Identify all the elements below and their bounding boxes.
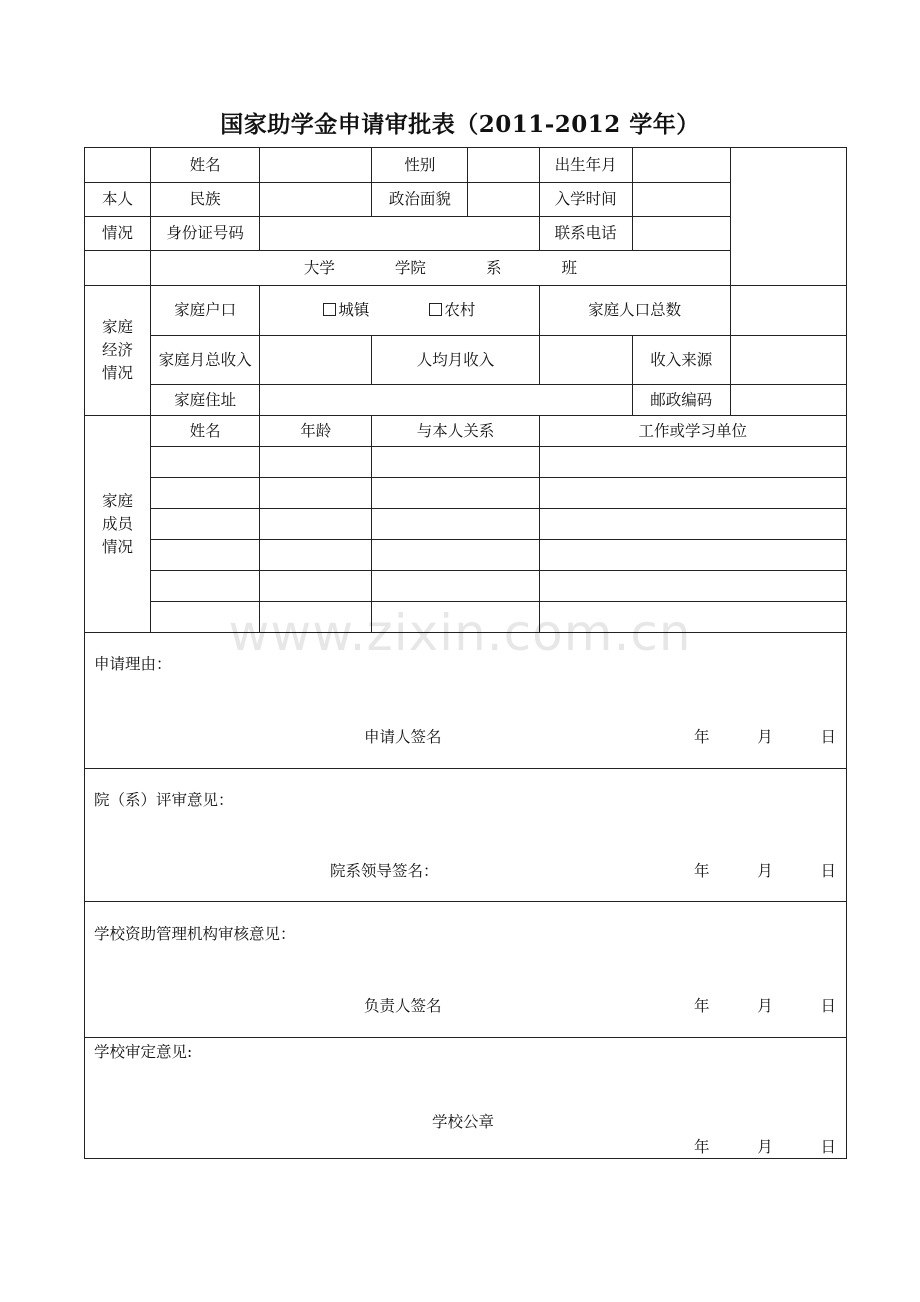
school-decision-date: 年 月 日 xyxy=(694,1138,836,1156)
member-age-header: 年龄 xyxy=(260,416,372,447)
member-workplace-cell[interactable] xyxy=(539,602,846,633)
address-field[interactable] xyxy=(260,385,632,416)
table-row xyxy=(85,509,847,540)
enrollment-label: 入学时间 xyxy=(539,183,632,217)
application-reason-title: 申请理由： xyxy=(94,655,172,673)
political-status-label: 政治面貌 xyxy=(372,183,468,217)
site-watermark: www.zixin.com.cn xyxy=(228,604,692,662)
monthly-income-field[interactable] xyxy=(260,336,372,385)
phone-field[interactable] xyxy=(632,217,730,251)
member-name-cell[interactable] xyxy=(151,540,260,571)
school-aid-review-block[interactable] xyxy=(85,902,847,1038)
member-relation-cell[interactable] xyxy=(372,571,539,602)
school-seal-label: 学校公章 xyxy=(432,1113,495,1131)
table-row xyxy=(85,540,847,571)
checkbox-icon xyxy=(323,303,336,316)
family-population-field[interactable] xyxy=(730,286,846,336)
address-label: 家庭住址 xyxy=(151,385,260,416)
section-label-personal-1: 本人 xyxy=(85,183,151,217)
member-age-cell[interactable] xyxy=(260,509,372,540)
member-workplace-cell[interactable] xyxy=(539,540,846,571)
member-workplace-cell[interactable] xyxy=(539,447,846,478)
name-label: 姓名 xyxy=(151,148,260,183)
member-name-header: 姓名 xyxy=(151,416,260,447)
member-relation-cell[interactable] xyxy=(372,540,539,571)
college-review-block[interactable] xyxy=(85,769,847,902)
postcode-label: 邮政编码 xyxy=(632,385,730,416)
gender-label: 性别 xyxy=(372,148,468,183)
birth-field[interactable] xyxy=(632,148,730,183)
empty-cell xyxy=(85,148,151,183)
member-workplace-cell[interactable] xyxy=(539,509,846,540)
income-source-field[interactable] xyxy=(730,336,846,385)
phone-label: 联系电话 xyxy=(539,217,632,251)
member-age-cell[interactable] xyxy=(260,540,372,571)
member-name-cell[interactable] xyxy=(151,447,260,478)
monthly-income-label: 家庭月总收入 xyxy=(151,336,260,385)
member-workplace-cell[interactable] xyxy=(539,571,846,602)
per-capita-income-label: 人均月收入 xyxy=(372,336,539,385)
table-row xyxy=(85,478,847,509)
college-label: 学院 xyxy=(394,258,426,277)
application-form-table xyxy=(84,147,847,1159)
member-name-cell[interactable] xyxy=(151,509,260,540)
college-leader-signature-label: 院系领导签名： xyxy=(330,862,439,880)
rural-checkbox[interactable]: 农村 xyxy=(429,301,475,319)
id-number-field[interactable] xyxy=(260,217,539,251)
college-review-date: 年 月 日 xyxy=(694,862,836,880)
member-relation-cell[interactable] xyxy=(372,447,539,478)
school-affiliation-field[interactable] xyxy=(151,251,731,286)
family-population-label: 家庭人口总数 xyxy=(539,286,730,336)
class-label: 班 xyxy=(561,258,577,277)
table-row xyxy=(85,571,847,602)
member-relation-cell[interactable] xyxy=(372,602,539,633)
member-name-cell[interactable] xyxy=(151,602,260,633)
ethnicity-label: 民族 xyxy=(151,183,260,217)
table-row xyxy=(85,447,847,478)
hukou-options xyxy=(260,286,539,336)
income-source-label: 收入来源 xyxy=(632,336,730,385)
birth-label: 出生年月 xyxy=(539,148,632,183)
postcode-field[interactable] xyxy=(730,385,846,416)
application-date: 年 月 日 xyxy=(694,728,836,746)
school-aid-review-date: 年 月 日 xyxy=(694,997,836,1015)
gender-field[interactable] xyxy=(468,148,539,183)
member-workplace-header: 工作或学习单位 xyxy=(539,416,846,447)
ethnicity-field[interactable] xyxy=(260,183,372,217)
member-workplace-cell[interactable] xyxy=(539,478,846,509)
per-capita-income-field[interactable] xyxy=(539,336,632,385)
member-relation-header: 与本人关系 xyxy=(372,416,539,447)
form-title: 国家助学金申请审批表（2011-2012 学年） xyxy=(220,111,700,138)
department-label: 系 xyxy=(485,258,502,277)
empty-cell xyxy=(85,251,151,286)
member-name-cell[interactable] xyxy=(151,571,260,602)
school-decision-title: 学校审定意见: xyxy=(94,1043,193,1061)
member-name-cell[interactable] xyxy=(151,478,260,509)
member-age-cell[interactable] xyxy=(260,447,372,478)
checkbox-icon xyxy=(429,303,442,316)
member-age-cell[interactable] xyxy=(260,571,372,602)
member-relation-cell[interactable] xyxy=(372,509,539,540)
id-number-label: 身份证号码 xyxy=(151,217,260,251)
section-label-family-members: 家庭 成员 情况 xyxy=(85,416,151,633)
university-label: 大学 xyxy=(303,258,335,277)
application-reason-block[interactable] xyxy=(85,633,847,769)
responsible-person-signature-label: 负责人签名 xyxy=(364,997,442,1015)
photo-area[interactable] xyxy=(730,148,846,286)
section-label-personal-2: 情况 xyxy=(85,217,151,251)
name-field[interactable] xyxy=(260,148,372,183)
school-aid-review-title: 学校资助管理机构审核意见： xyxy=(94,925,296,943)
hukou-label: 家庭户口 xyxy=(151,286,260,336)
applicant-signature-label: 申请人签名 xyxy=(364,728,442,746)
section-label-family-economy: 家庭 经济 情况 xyxy=(85,286,151,416)
college-review-title: 院（系）评审意见： xyxy=(94,791,234,809)
member-relation-cell[interactable] xyxy=(372,478,539,509)
table-row xyxy=(85,602,847,633)
member-age-cell[interactable] xyxy=(260,478,372,509)
urban-checkbox[interactable]: 城镇 xyxy=(323,301,369,319)
enrollment-field[interactable] xyxy=(632,183,730,217)
school-decision-block[interactable] xyxy=(85,1038,847,1159)
member-age-cell[interactable] xyxy=(260,602,372,633)
political-status-field[interactable] xyxy=(468,183,539,217)
